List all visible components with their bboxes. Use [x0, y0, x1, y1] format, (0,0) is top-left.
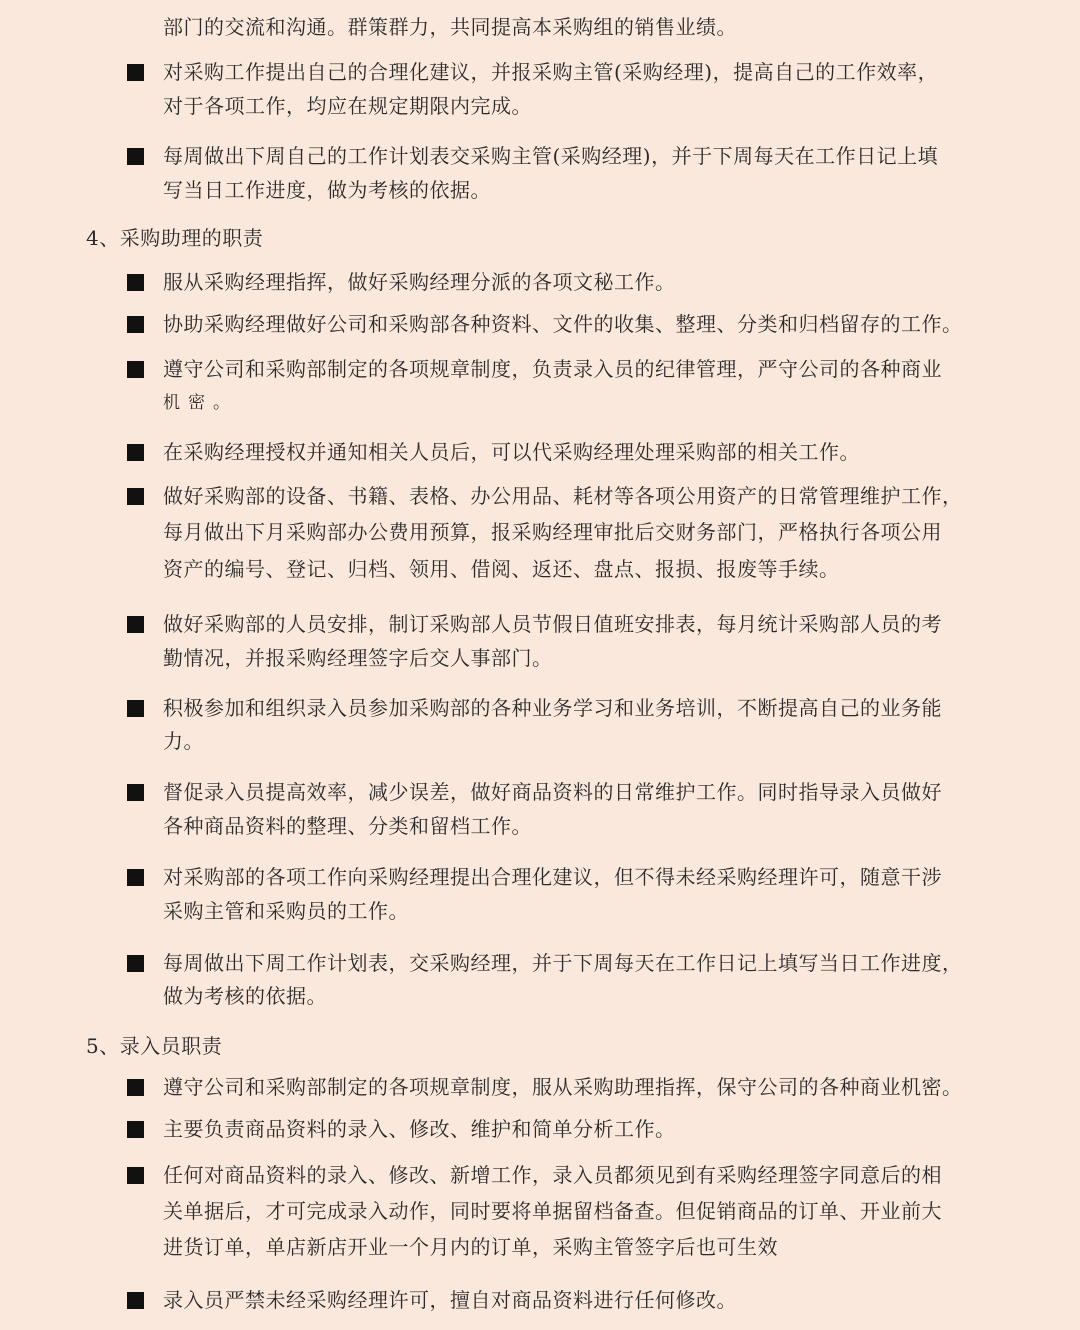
- list-item-line: 对采购工作提出自己的合理化建议，并报采购主管(采购经理)，提高自己的工作效率，: [163, 60, 939, 84]
- list-item-line: 勤情况，并报采购经理签字后交人事部门。: [163, 646, 553, 670]
- list-item-line: 协助采购经理做好公司和采购部各种资料、文件的收集、整理、分类和归档留存的工作。: [163, 312, 963, 336]
- bullet-square: [127, 444, 144, 461]
- bullet-square: [127, 955, 144, 972]
- list-item-line: 关单据后，才可完成录入动作，同时要将单据留档备查。但促销商品的订单、开业前大: [163, 1199, 942, 1223]
- list-item-line: 做为考核的依据。: [163, 984, 327, 1008]
- list-item-line: 各种商品资料的整理、分类和留档工作。: [163, 814, 532, 838]
- list-item-line: 资产的编号、登记、归档、领用、借阅、返还、盘点、报损、报废等手续。: [163, 557, 840, 581]
- list-item-line: 遵守公司和采购部制定的各项规章制度，服从采购助理指挥，保守公司的各种商业机密。: [163, 1075, 963, 1099]
- list-item-line: 主要负责商品资料的录入、修改、维护和简单分析工作。: [163, 1117, 676, 1141]
- bullet-square: [127, 488, 144, 505]
- list-item-line: 服从采购经理指挥，做好采购经理分派的各项文秘工作。: [163, 270, 676, 294]
- list-item-line: 每月做出下月采购部办公费用预算，报采购经理审批后交财务部门，严格执行各项公用: [163, 520, 942, 544]
- list-item-line: 对采购部的各项工作向采购经理提出合理化建议，但不得未经采购经理许可，随意干涉: [163, 865, 942, 889]
- section-5-heading: 5、录入员职责: [86, 1034, 223, 1058]
- list-item-line: 采购主管和采购员的工作。: [163, 899, 409, 923]
- list-item-line: 在采购经理授权并通知相关人员后，可以代采购经理处理采购部的相关工作。: [163, 440, 860, 464]
- bullet-square: [127, 64, 144, 81]
- bullet-square: [127, 274, 144, 291]
- bullet-square: [127, 1121, 144, 1138]
- list-item-line: 积极参加和组织录入员参加采购部的各种业务学习和业务培训，不断提高自己的业务能: [163, 696, 942, 720]
- bullet-square: [127, 1292, 144, 1309]
- list-item-line: 任何对商品资料的录入、修改、新增工作，录入员都须见到有采购经理签字同意后的相: [163, 1163, 942, 1187]
- bullet-square: [127, 784, 144, 801]
- list-item-line: 遵守公司和采购部制定的各项规章制度，负责录入员的纪律管理，严守公司的各种商业: [163, 357, 942, 381]
- continued-text-line: 部门的交流和沟通。群策群力，共同提高本采购组的销售业绩。: [163, 15, 737, 39]
- list-item-line: 写当日工作进度，做为考核的依据。: [163, 178, 491, 202]
- bullet-square: [127, 616, 144, 633]
- bullet-square: [127, 869, 144, 886]
- bullet-square: [127, 700, 144, 717]
- list-item-line: 督促录入员提高效率，减少误差，做好商品资料的日常维护工作。同时指导录入员做好: [163, 780, 942, 804]
- list-item-line: 进货订单，单店新店开业一个月内的订单，采购主管签字后也可生效: [163, 1235, 778, 1259]
- bullet-square: [127, 361, 144, 378]
- list-item-line: 对于各项工作，均应在规定期限内完成。: [163, 94, 532, 118]
- bullet-square: [127, 1079, 144, 1096]
- list-item-line: 每周做出下周工作计划表，交采购经理，并于下周每天在工作日记上填写当日工作进度，: [163, 951, 963, 975]
- list-item-line: 做好采购部的设备、书籍、表格、办公用品、耗材等各项公用资产的日常管理维护工作，: [163, 484, 963, 508]
- bullet-square: [127, 1167, 144, 1184]
- list-item-line: 力。: [163, 729, 204, 753]
- list-item-line: 每周做出下周自己的工作计划表交采购主管(采购经理)，并于下周每天在工作日记上填: [163, 144, 939, 168]
- list-item-line: 机密。: [163, 393, 238, 413]
- section-4-heading: 4、采购助理的职责: [86, 226, 264, 250]
- list-item-line: 做好采购部的人员安排，制订采购部人员节假日值班安排表，每月统计采购部人员的考: [163, 612, 942, 636]
- list-item-line: 录入员严禁未经采购经理许可，擅自对商品资料进行任何修改。: [163, 1288, 737, 1312]
- bullet-square: [127, 316, 144, 333]
- bullet-square: [127, 148, 144, 165]
